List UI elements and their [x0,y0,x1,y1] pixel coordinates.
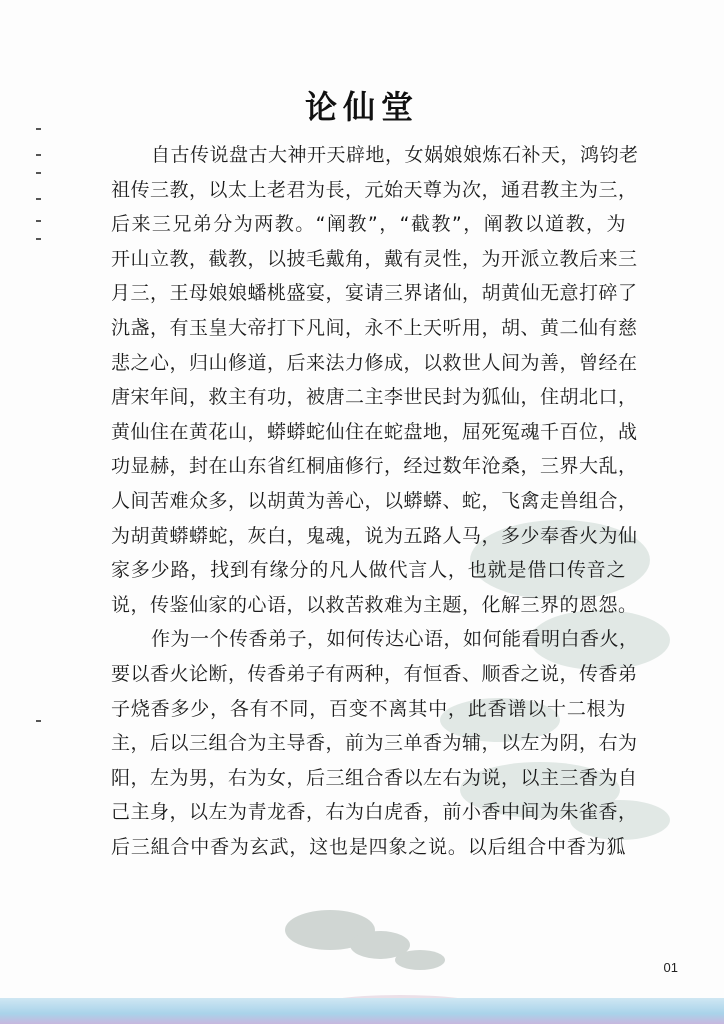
text-line: 黄仙住在黄花山，蟒蟒蛇仙住在蛇盘地，屈死冤魂千百位，战 [111,420,638,443]
text-line: 自古传说盘古大神开天辟地，女娲娘娘炼石补天，鸿钧老 [151,144,639,166]
margin-marks [36,120,46,920]
paragraph-2 [111,622,639,864]
text-line: 作为一个传香弟子，如何传达心语，如何能看明白香火， [151,628,639,651]
text-line: 功显赫，封在山东省红桐庙修行，经过数年沧桑，三界大乱， [111,455,638,478]
body-text [111,138,639,864]
text-line: 开山立教，截教，以披毛戴角，戴有灵性，为开派立教后来三 [111,247,638,270]
bottom-decorative-band [0,998,724,1024]
text-line: 说，传鉴仙家的心语，以救苦救难为主题，化解三界的恩怨。 [111,593,638,616]
paragraph-1 [111,138,639,622]
text-line: 人间苦难众多，以胡黄为善心，以蟒蟒、蛇，飞禽走兽组合， [111,489,638,512]
text-line: 后来三兄弟分为两教。“阐教”，“截教”，阐教以道教，为 [111,213,626,236]
text-line: 祖传三教，以太上老君为長，元始天尊为次，通君教主为三， [111,178,638,201]
page-title: 论仙堂 [304,88,419,126]
text-line: 后三組合中香为玄武，这也是四象之说。以后组合中香为狐 [111,835,626,858]
text-line: 家多少路，找到有缘分的凡人做代言人，也就是借口传音之 [111,559,626,582]
text-line: 阳，左为男，右为女，后三组合香以左右为说，以主三香为自 [111,766,638,789]
page-number: 01 [663,960,678,975]
text-line: 主，后以三组合为主导香，前为三单香为辅，以左为阴，右为 [111,732,638,755]
text-line: 氿盏，有玉皇大帝打下凡间，永不上天听用，胡、黄二仙有慈 [111,316,638,339]
text-line: 己主身，以左为青龙香，右为白虎香，前小香中间为朱雀香， [111,801,638,824]
text-line: 唐宋年间，救主有功，被唐二主李世民封为狐仙，住胡北口， [111,386,638,409]
text-line: 为胡黄蟒蟒蛇，灰白，鬼魂，说为五路人马，多少奉香火为仙 [111,524,638,547]
text-line: 子烧香多少，各有不同，百变不离其中，此香谱以十二根为 [111,697,626,720]
text-line: 月三，王母娘娘蟠桃盛宴，宴请三界诸仙，胡黄仙无意打碎了 [111,282,638,305]
text-line: 要以香火论断，传香弟子有两种，有恒香、顺香之说，传香弟 [111,662,638,685]
text-line: 悲之心，归山修道，后来法力修成，以救世人间为善，曾经在 [111,351,638,374]
